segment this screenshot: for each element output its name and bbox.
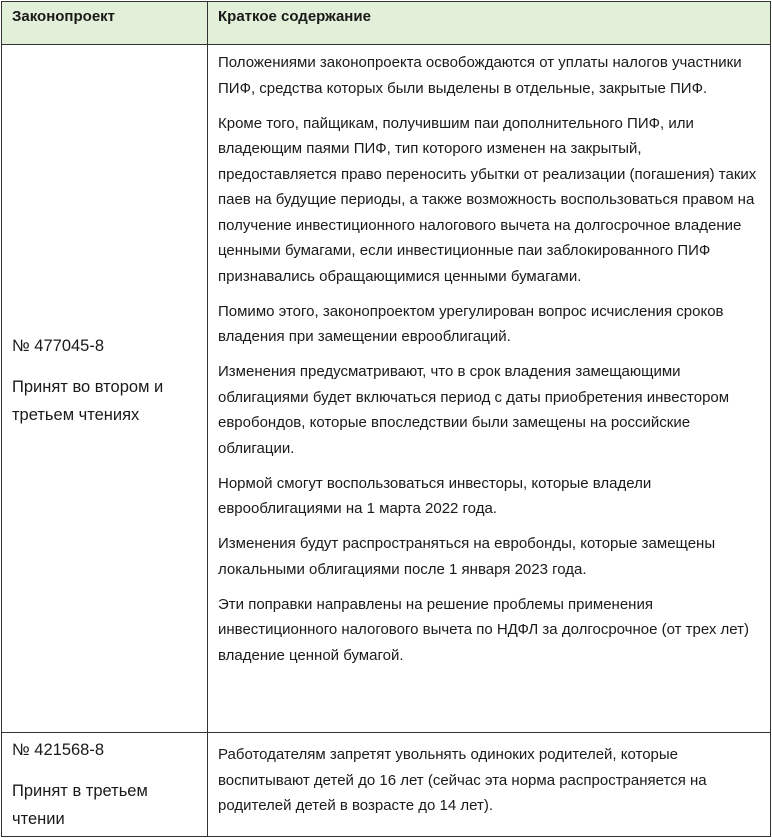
summary-paragraph: Изменения предусматривают, что в срок владения замещающими облигациями будет включаться период с даты приобретения инвестором евробондов, которые впоследствии были замещены на российские облигации.: [218, 363, 730, 457]
bill-number: № 477045-8: [12, 337, 105, 355]
bill-cell: [2, 45, 208, 733]
summary-paragraph: Кроме того, пайщикам, получившим паи дополнительного ПИФ, или владеющим паями ПИФ, тип которого изменен на закрытый, предоставляется право переносить убытки от реализации (погашения) таких паев на будущие периоды, а также возможность воспользоваться правом на получение инвестиционного налогового вычета на долгосрочное владение ценными бумагами, если инвестиционные паи заблокированного ПИФ признавались обращающимися ценными бумагами.: [218, 114, 757, 285]
summary-paragraph: Работодателям запретят увольнять одиноких родителей, которые воспитывают детей до 16 лет (сейчас эта норма распространяется на родителей детей в возрасте до 14 лет).: [218, 746, 707, 814]
bill-status: Принят в третьем чтении: [12, 782, 148, 828]
summary-cell: [208, 733, 771, 837]
header-row: [2, 2, 771, 45]
summary-paragraph: Изменения будут распространяться на евробонды, которые замещены локальными облигациями после 1 января 2023 года.: [218, 535, 716, 578]
bill-number: № 421568-8: [12, 741, 105, 759]
summary-cell: [208, 45, 771, 733]
summary-paragraph: Эти поправки направлены на решение проблемы применения инвестиционного налогового вычета по НДФЛ за долгосрочное (от трех лет) владение ценной бумагой.: [218, 595, 750, 664]
summary-paragraph: Нормой смогут воспользоваться инвесторы, которые владели еврооблигациями на 1 марта 2022 года.: [218, 474, 652, 517]
header-cell-bill: [2, 2, 208, 45]
header-cell-summary: [208, 2, 771, 45]
table-row: [2, 45, 771, 733]
bill-status: Принят во втором и третьем чтениях: [12, 378, 164, 424]
table-row: [2, 733, 771, 837]
summary-paragraph: Помимо этого, законопроектом урегулирован вопрос исчисления сроков владения при замещении еврооблигаций.: [218, 302, 724, 345]
bills-table: [1, 1, 771, 837]
bill-cell: [2, 733, 208, 837]
header-summary: Краткое содержание: [218, 8, 371, 25]
header-bill: Законопроект: [12, 8, 116, 25]
summary-paragraph: Положениями законопроекта освобождаются от уплаты налогов участники ПИФ, средства которых были выделены в отдельные, закрытые ПИФ.: [218, 54, 742, 97]
